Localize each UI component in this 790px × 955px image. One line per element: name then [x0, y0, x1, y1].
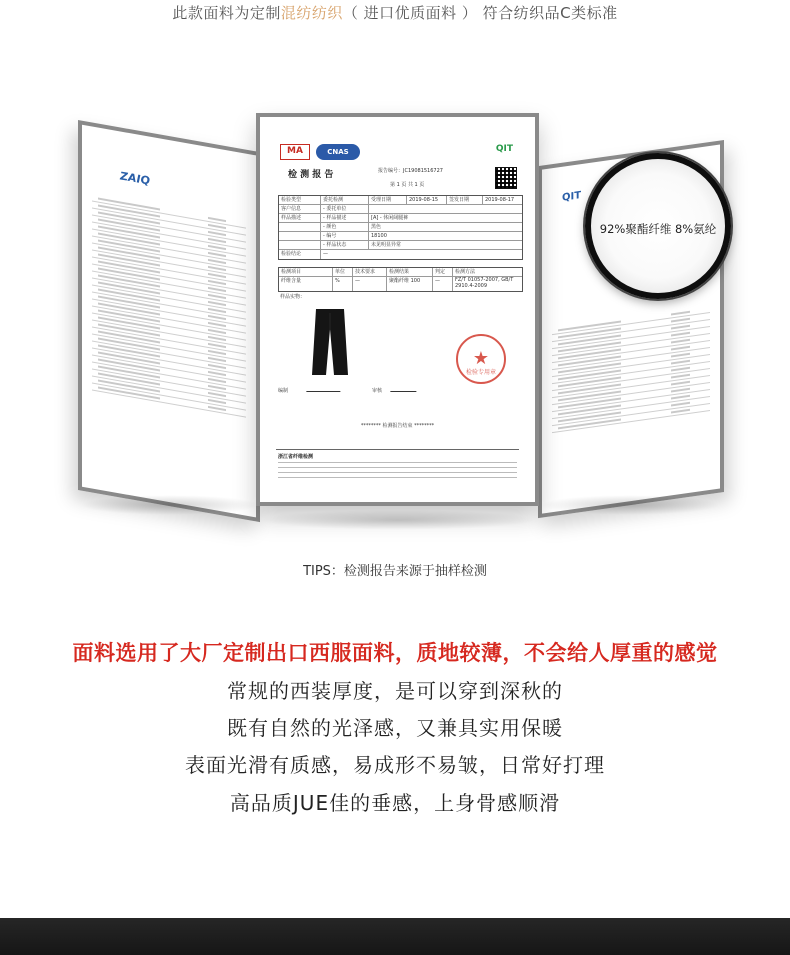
table-row: 检验结论 —	[281, 251, 328, 257]
feature-line-2: 既有自然的光泽感，又兼具实用保暖	[227, 716, 563, 740]
report-number: 报告编号：JC19081516727	[378, 168, 443, 174]
report-end-note: ******** 检测报告结束 ********	[360, 423, 435, 429]
top-caption	[0, 2, 790, 23]
footer-divider	[276, 449, 519, 450]
headline: 面料选用了大厂定制出口西服面料，质地较薄，不会给人厚重的感觉	[72, 641, 718, 665]
caption-text-before: 此款面料为定制	[172, 4, 281, 22]
report-title: 检 测 报 告	[288, 170, 334, 180]
center-sheet-shadow	[260, 510, 536, 530]
trousers-photo	[308, 307, 352, 377]
report-info-table	[278, 195, 523, 260]
caption-highlight: 混纺纺织	[280, 4, 343, 22]
report-result-table	[278, 267, 523, 292]
table-row: 客户信息 - 委托单位	[279, 205, 522, 214]
inspection-stamp	[456, 334, 506, 384]
cma-logo: MA	[280, 144, 310, 160]
left-sheet-shadow	[80, 495, 260, 515]
right-sheet-logo: QIT	[562, 190, 582, 204]
table-row: - 样品状态 未见明显异常	[279, 241, 522, 250]
cnas-logo: CNAS	[316, 144, 360, 160]
right-sheet-table	[552, 306, 710, 433]
table-row: 检验类型 委托检测 受理日期 2019-08-15 签发日期 2019-08-17	[279, 196, 522, 205]
magnifier-lens	[585, 153, 731, 299]
footer-fineprint	[278, 462, 517, 478]
right-sheet-shadow	[540, 495, 720, 515]
table-row: - 颜色 黑色	[279, 223, 522, 232]
table-row: 样品描述 - 样品描述 [A] - 休闲阔腿裤	[279, 214, 522, 223]
report-page: 第 1 页 共 1 页	[390, 182, 425, 188]
signature-1	[306, 382, 344, 392]
composition-text: 92%聚酯纤维 8%氨纶	[599, 222, 717, 236]
report-sheet-center	[256, 113, 539, 506]
qr-code	[495, 167, 517, 189]
table-row: - 编号 18100	[279, 232, 522, 241]
feature-line-3: 表面光滑有质感，易成形不易皱，日常好打理	[185, 753, 605, 777]
stamp-text: ★ 检验专用章	[465, 369, 496, 376]
feature-line-4: 高品质JUE佳的垂感，上身骨感顺滑	[229, 791, 561, 815]
caption-text-after: （ 进口优质面料 ） 符合纺织品C类标准	[342, 4, 618, 22]
feature-line-1: 常规的西装厚度，是可以穿到深秋的	[227, 679, 563, 703]
bottom-dark-band	[0, 918, 790, 955]
table-row: 纤维含量 % — 聚酯纤维 100 — FZ/T 01057-2007, GB/T 2910.4-2009	[281, 277, 514, 289]
tips-text: TIPS：检测报告来源于抽样检测	[303, 564, 487, 579]
sample-label: 样品实物：	[280, 294, 306, 300]
signature-2	[390, 382, 420, 392]
left-sheet-table	[92, 194, 246, 417]
report-sheet-left	[78, 120, 260, 522]
table-header-row: 检测项目 单位 技术要求 检测结果 判定 检测方法	[279, 268, 522, 277]
sign-label-review: 审核	[372, 388, 383, 394]
left-sheet-logo: ZAIQ	[120, 169, 150, 188]
footer-company: 浙江省纤维检测	[278, 454, 314, 460]
sign-label-compile: 编制	[278, 388, 289, 394]
qit-logo: QIT	[495, 144, 513, 154]
